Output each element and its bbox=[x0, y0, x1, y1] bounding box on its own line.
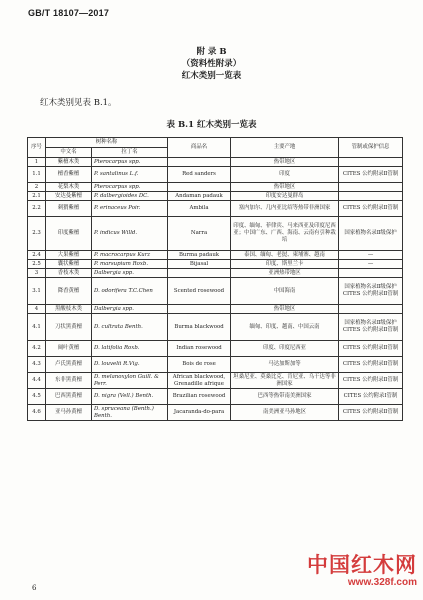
cell-latin-name: D. latifolia Roxb. bbox=[92, 341, 168, 357]
cell-trade-name: African blackwood, Grenadille afrique bbox=[168, 373, 231, 389]
cell-control bbox=[339, 158, 403, 167]
cell-origin: 南美洲亚马孙地区 bbox=[231, 405, 339, 421]
cell-seq: 2 bbox=[28, 183, 46, 192]
cell-seq: 4.3 bbox=[28, 357, 46, 373]
cell-control: 国家植物名录Ⅱ级保护 CITES 公约附录Ⅱ管制 bbox=[339, 314, 403, 341]
cell-origin: 缅甸、印度、越南、中国云南 bbox=[231, 314, 339, 341]
appendix-title: 附 录 B bbox=[196, 47, 227, 57]
cell-cn-name: 卢氏黑黄檀 bbox=[46, 357, 92, 373]
table-row bbox=[28, 251, 403, 260]
cell-origin: 热带地区 bbox=[231, 158, 339, 167]
cell-trade-name: Ambila bbox=[168, 201, 231, 217]
table-title: 表 B.1 红木类别一览表 bbox=[166, 120, 257, 130]
cell-seq: 4.1 bbox=[28, 314, 46, 341]
cell-trade-name: Burma blackwood bbox=[168, 314, 231, 341]
cell-origin: 印度 bbox=[231, 167, 339, 183]
cell-control: CITES 公约附录Ⅱ管制 bbox=[339, 373, 403, 389]
cell-cn-name: 大果紫檀 bbox=[46, 251, 92, 260]
cell-origin: 印度、斯里兰卡 bbox=[231, 260, 339, 269]
rosewood-category-table bbox=[27, 137, 403, 421]
cell-origin: 热带地区 bbox=[231, 305, 339, 314]
cell-control: CITES 公约附录Ⅱ管制 bbox=[339, 357, 403, 373]
table-row bbox=[28, 269, 403, 278]
cell-cn-name: 花梨木类 bbox=[46, 183, 92, 192]
table-row bbox=[28, 201, 403, 217]
cell-cn-name: 降香黄檀 bbox=[46, 278, 92, 305]
cell-trade-name: Bijasal bbox=[168, 260, 231, 269]
table-row bbox=[28, 217, 403, 251]
cell-cn-name: 印度紫檀 bbox=[46, 217, 92, 251]
header-cn-name: 中文名 bbox=[46, 148, 92, 158]
table-row bbox=[28, 305, 403, 314]
standard-number: GB/T 18107—2017 bbox=[28, 8, 110, 18]
cell-latin-name: P. macrocarpus Kurz bbox=[92, 251, 168, 260]
header-latin-name: 拉丁名 bbox=[92, 148, 168, 158]
header-control: 管制或保护信息 bbox=[339, 138, 403, 158]
cell-trade-name: Indian rosewood bbox=[168, 341, 231, 357]
cell-latin-name: D. spruceana (Benth.) Benth. bbox=[92, 405, 168, 421]
cell-cn-name: 安达曼紫檀 bbox=[46, 192, 92, 201]
cell-trade-name: Jacaranda-do-para bbox=[168, 405, 231, 421]
cell-cn-name: 巴西黑黄檀 bbox=[46, 389, 92, 405]
header-seq: 序号 bbox=[28, 138, 46, 158]
cell-control: 国家植物名录Ⅱ级保护 bbox=[339, 217, 403, 251]
cell-trade-name: Scented rosewood bbox=[168, 278, 231, 305]
cell-trade-name: Narra bbox=[168, 217, 231, 251]
header-origin: 主要产地 bbox=[231, 138, 339, 158]
cell-seq: 3.1 bbox=[28, 278, 46, 305]
table-row bbox=[28, 158, 403, 167]
cell-origin: 亚洲热带地区 bbox=[231, 269, 339, 278]
cell-control: CITES 公约附录Ⅱ管制 bbox=[339, 405, 403, 421]
cell-seq: 4.4 bbox=[28, 373, 46, 389]
cell-seq: 4.2 bbox=[28, 341, 46, 357]
cell-cn-name: 东非黑黄檀 bbox=[46, 373, 92, 389]
cell-origin: 泰国、缅甸、老挝、柬埔寨、越南 bbox=[231, 251, 339, 260]
cell-seq: 1 bbox=[28, 158, 46, 167]
cell-latin-name: D. louvelii R.Vig. bbox=[92, 357, 168, 373]
cell-control: CITES 公约附录Ⅰ管制 bbox=[339, 389, 403, 405]
page-number: 6 bbox=[32, 584, 37, 592]
table-row bbox=[28, 357, 403, 373]
cell-control bbox=[339, 305, 403, 314]
cell-cn-name: 亚马孙黄檀 bbox=[46, 405, 92, 421]
cell-cn-name: 囊状紫檀 bbox=[46, 260, 92, 269]
cell-latin-name: Pterocarpus spp. bbox=[92, 158, 168, 167]
header-trade-name: 商品名 bbox=[168, 138, 231, 158]
cell-cn-name: 黑酸枝木类 bbox=[46, 305, 92, 314]
table-row bbox=[28, 314, 403, 341]
cell-origin: 中国海南 bbox=[231, 278, 339, 305]
cell-cn-name: 阔叶黄檀 bbox=[46, 341, 92, 357]
appendix-subtitle: （资料性附录） bbox=[181, 59, 242, 69]
appendix-name: 红木类别一览表 bbox=[181, 71, 242, 81]
cell-control: CITES 公约附录Ⅱ管制 bbox=[339, 201, 403, 217]
cell-origin: 坦桑尼亚、莫桑比克、肯尼亚、乌干达等非洲国家 bbox=[231, 373, 339, 389]
cell-seq: 2.4 bbox=[28, 251, 46, 260]
cell-seq: 2.5 bbox=[28, 260, 46, 269]
cell-seq: 4.6 bbox=[28, 405, 46, 421]
cell-latin-name: P. santalinus L.f. bbox=[92, 167, 168, 183]
cell-origin: 塞内加尔、几内亚比绍等热带非洲国家 bbox=[231, 201, 339, 217]
intro-text: 红木类别见表 B.1。 bbox=[40, 98, 117, 108]
cell-latin-name: Dalbergia spp. bbox=[92, 269, 168, 278]
cell-cn-name: 香枝木类 bbox=[46, 269, 92, 278]
cell-seq: 3 bbox=[28, 269, 46, 278]
cell-seq: 4.5 bbox=[28, 389, 46, 405]
cell-seq: 2.1 bbox=[28, 192, 46, 201]
cell-origin: 巴西等热带南美洲国家 bbox=[231, 389, 339, 405]
cell-origin: 热带地区 bbox=[231, 183, 339, 192]
cell-control: CITES 公约附录Ⅱ管制 bbox=[339, 341, 403, 357]
cell-seq: 2.3 bbox=[28, 217, 46, 251]
cell-origin: 印度、印度尼西亚 bbox=[231, 341, 339, 357]
cell-control: — bbox=[339, 251, 403, 260]
cell-control bbox=[339, 183, 403, 192]
cell-seq: 4 bbox=[28, 305, 46, 314]
cell-seq: 2.2 bbox=[28, 201, 46, 217]
cell-latin-name: P. dalbergioides DC. bbox=[92, 192, 168, 201]
cell-cn-name: 檀香紫檀 bbox=[46, 167, 92, 183]
appendix-heading bbox=[0, 46, 423, 82]
table-row bbox=[28, 192, 403, 201]
cell-latin-name: D. nigra (Vell.) Benth. bbox=[92, 389, 168, 405]
cell-control: — bbox=[339, 260, 403, 269]
cell-control: 国家植物名录Ⅱ级保护 CITES 公约附录Ⅱ管制 bbox=[339, 278, 403, 305]
cell-origin: 印度、缅甸、菲律宾、马来西亚及印度尼西亚；中国广东、广西、海南、云南有引种栽培 bbox=[231, 217, 339, 251]
table-row bbox=[28, 341, 403, 357]
table-row bbox=[28, 373, 403, 389]
cell-cn-name: 紫檀木类 bbox=[46, 158, 92, 167]
table-row bbox=[28, 183, 403, 192]
cell-trade-name: Brazilian rosewood bbox=[168, 389, 231, 405]
cell-origin: 马达加斯加等 bbox=[231, 357, 339, 373]
header-species: 树种名称 bbox=[46, 138, 168, 148]
cell-trade-name: Burma padauk bbox=[168, 251, 231, 260]
cell-latin-name: Pterocarpus spp. bbox=[92, 183, 168, 192]
cell-trade-name bbox=[168, 269, 231, 278]
watermark-logo bbox=[307, 555, 417, 588]
cell-trade-name: Red sanders bbox=[168, 167, 231, 183]
cell-trade-name: Bois de rose bbox=[168, 357, 231, 373]
cell-latin-name: P. indicus Willd. bbox=[92, 217, 168, 251]
cell-latin-name: Dalbergia spp. bbox=[92, 305, 168, 314]
table-row bbox=[28, 389, 403, 405]
cell-seq: 1.1 bbox=[28, 167, 46, 183]
watermark-url: www.328f.com bbox=[347, 577, 417, 588]
table-row bbox=[28, 167, 403, 183]
table-row bbox=[28, 278, 403, 305]
table-body bbox=[28, 158, 403, 421]
cell-control bbox=[339, 192, 403, 201]
cell-trade-name bbox=[168, 158, 231, 167]
cell-origin: 印度安达曼群岛 bbox=[231, 192, 339, 201]
cell-latin-name: P. marsupium Roxb. bbox=[92, 260, 168, 269]
cell-latin-name: D. melanoxylon Guill. & Perr. bbox=[92, 373, 168, 389]
table-row bbox=[28, 260, 403, 269]
cell-latin-name: D. odorifera T.C.Chen bbox=[92, 278, 168, 305]
cell-trade-name bbox=[168, 183, 231, 192]
cell-trade-name bbox=[168, 305, 231, 314]
cell-control: CITES 公约附录Ⅱ管制 bbox=[339, 167, 403, 183]
cell-latin-name: D. cultrata Benth. bbox=[92, 314, 168, 341]
watermark-name: 中国红木网 bbox=[307, 554, 417, 577]
cell-cn-name: 刀状黑黄檀 bbox=[46, 314, 92, 341]
cell-cn-name: 刺猬紫檀 bbox=[46, 201, 92, 217]
cell-control bbox=[339, 269, 403, 278]
table-row bbox=[28, 405, 403, 421]
cell-latin-name: P. erinaceus Poir. bbox=[92, 201, 168, 217]
cell-trade-name: Andaman padauk bbox=[168, 192, 231, 201]
